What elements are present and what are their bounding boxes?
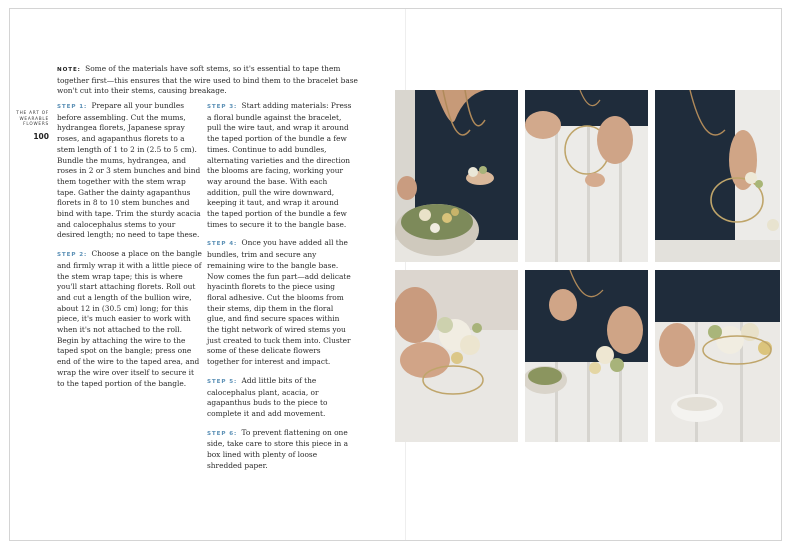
photo-step-4-adding-florets — [395, 270, 518, 442]
step-text: Start adding materials: Press a floral bundle against the bracelet, pull the wire taut, and wrap it around the taped portion of the bundle a few times. Continue to add bundles, alternating varieties and the direction the blooms are facing, working your way around the base. With each addition, pull the wire downward, keeping it taut, and wrap it around the taped portion of the bundle a few times to secure it to the bangle base. — [207, 101, 352, 229]
step-label: STEP 6: — [207, 430, 238, 437]
running-header — [13, 110, 49, 141]
step-4 — [207, 238, 352, 367]
text-column-left — [57, 101, 202, 397]
step-text: Once you have added all the bundles, trim and secure any remaining wire to the bangle base. Now comes the fun part—add delicate hyacinth florets to the piece using floral adhesive. Cut the blooms from their stems, dip them in the floral glue, and find secure spaces within the tight network of wired stems you just created to tuck them into. Cluster some of these delicate flowers together for interest and impact. — [207, 238, 351, 367]
photo-step-1-flower-bowl — [395, 90, 518, 262]
step-label: STEP 3: — [207, 104, 238, 110]
step-1 — [57, 101, 202, 241]
step-text: To prevent flattening on one side, take care to store this piece in a box lined with plenty of loose shredded paper. — [207, 427, 349, 470]
text-column-right — [207, 101, 352, 480]
note-label: NOTE: — [57, 67, 81, 73]
page-number: 100 — [33, 131, 49, 141]
book-title: THE ART OF WEARABLE FLOWERS — [16, 110, 49, 126]
step-5 — [207, 376, 352, 420]
photo-step-2-wire-on-bangle — [525, 90, 648, 262]
step-label: STEP 2: — [57, 252, 88, 259]
step-text: Prepare all your bundles before assembling. Cut the mums, hydrangea florets, Japanese spray roses, and agapanthus florets to a stem length of 1 to 2 in (2.5 to 5 cm). Bundle the mums, hydrangea, and roses in 2 or 3 stem bunches and bind them together with the stem wrap tape. Gather the dainty agapanthus florets in 8 to 10 stem bunches and bind with tape. Trim the sturdy acacia and calocephalus stems to your desired length; no need to tape these. — [57, 101, 201, 240]
step-label: STEP 5: — [207, 378, 238, 385]
step-text: Add little bits of the calocephalus plant, acacia, or agapanthus buds to the piece to complete it and add movement. — [207, 375, 328, 418]
step-label: STEP 1: — [57, 104, 88, 110]
note-paragraph — [57, 64, 372, 97]
step-6 — [207, 428, 352, 472]
note-text: Some of the materials have soft stems, so it's essential to tape them together first—this ensures that the wire used to bind them to the bracelet base won't cut into their stems, causing breakage. — [57, 64, 358, 96]
photo-step-3-holding-bangle — [655, 90, 780, 262]
photo-step-5-bracelet-with-bowl — [525, 270, 648, 442]
step-2 — [57, 249, 202, 389]
step-3 — [207, 101, 352, 230]
photo-step-6-finished-bracelet — [655, 270, 780, 442]
step-text: Choose a place on the bangle and firmly wrap it with a little piece of the stem wrap tape; this is where you'll start attaching florets. Roll out and cut a length of the bullion wire, about 12 in (30.5 cm) long; for this piece, it's much easier to work with when it's not attached to the roll. Begin by attaching the wire to the taped spot on the bangle; press one end of the wire to the taped area, and wrap the wire over itself to secure it to the taped portion of the bangle. — [57, 249, 202, 388]
step-label: STEP 4: — [207, 241, 238, 248]
